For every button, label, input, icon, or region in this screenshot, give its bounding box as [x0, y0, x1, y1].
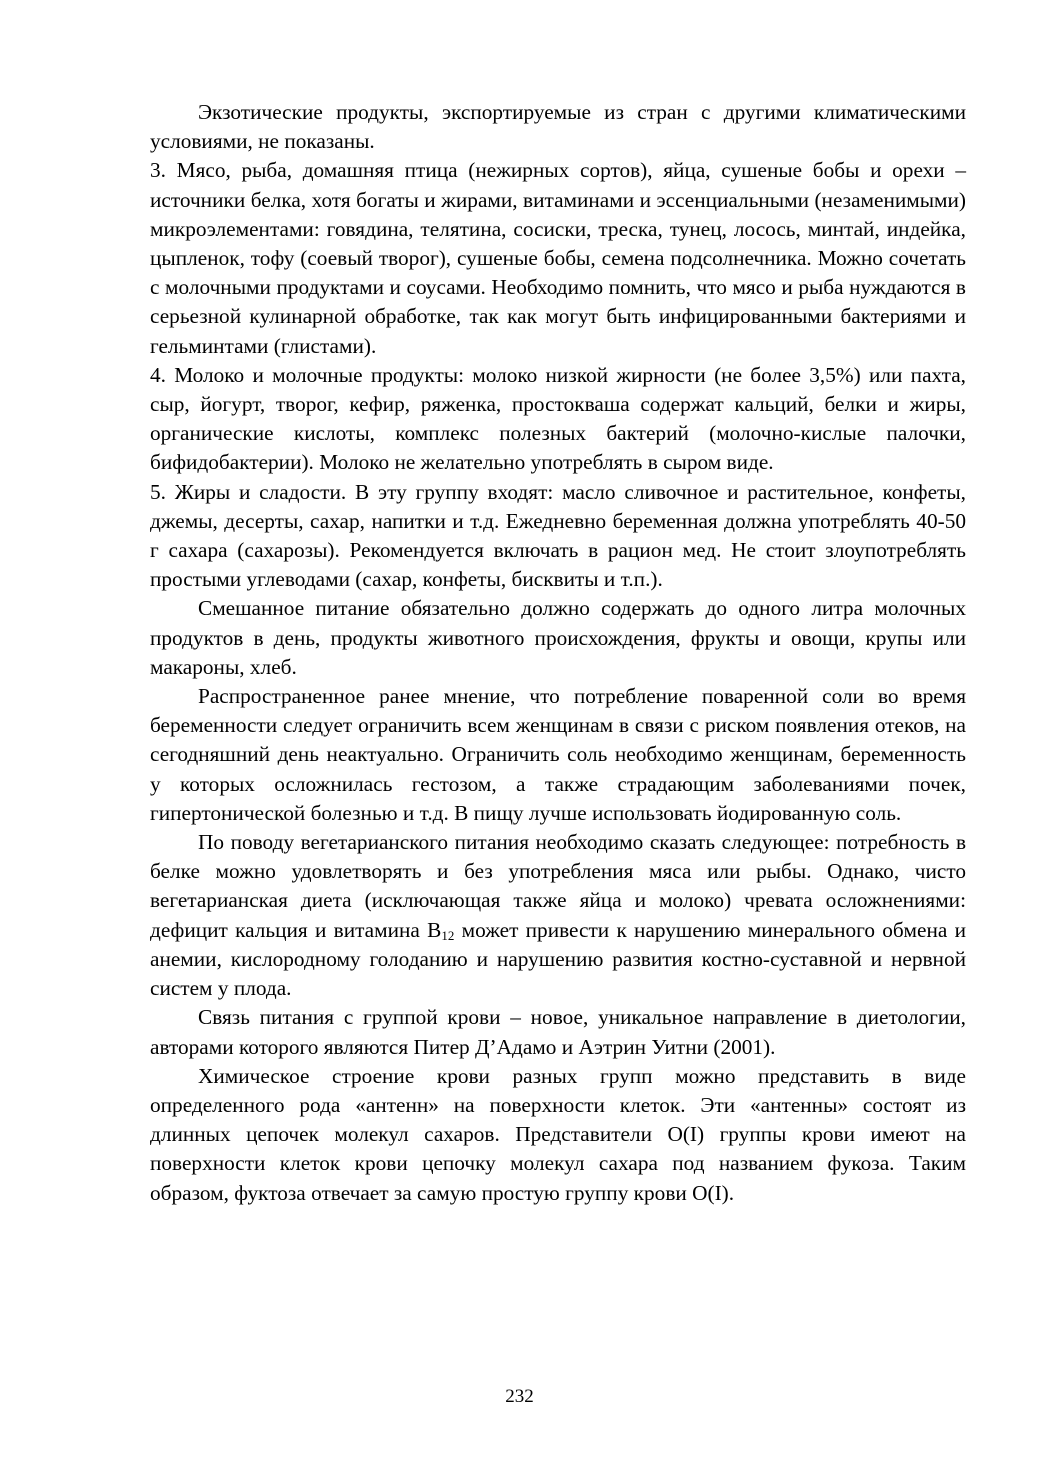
vegetarian-text-end: может привести к нарушению минерального обмена и анемии, кислородному голоданию и нарушению развития костно-суставной и нервной систем у плода.: [150, 917, 966, 1001]
list-item-3-meat-fish: 3. Мясо, рыба, домашняя птица (нежирных сортов), яйца, сушеные бобы и орехи – источники белка, хотя богаты и жирами, витаминами и эссенциальными (незаменимыми) микроэлементами: говядина, телятина, сосиски, треска, тунец, лосось, минтай, индейка, цыпленок, тофу (соевый творог), сушеные бобы, семена подсолнечника. Можно сочетать с молочными продуктами и соусами. Необходимо помнить, что мясо и рыба нуждаются в серьезной кулинарной обработке, так как могут быть инфицированными бактериями и гельминтами (глистами).: [150, 158, 966, 358]
vitamin-b12-subscript: 12: [441, 927, 455, 943]
list-item-4-dairy: 4. Молоко и молочные продукты: молоко низкой жирности (не более 3,5%) или пахта, сыр, йогурт, творог, кефир, ряженка, простокваша содержат кальций, белки и жиры, органические кислоты, комплекс полезных бактерий (молочно-кислые палочки, бифидобактерии). Молоко не желательно употреблять в сыром виде.: [150, 362, 966, 475]
paragraph-salt: Распространенное ранее мнение, что потребление поваренной соли во время беременности следует ограничить всем женщинам в связи с риском появления отеков, на сегодняшний день неактуально. Ограничить соль необходимо женщинам, беременность у которых осложнилась гестозом, а также страдающим заболеваниями почек, гипертонической болезнью и т.д. В пищу лучше использовать йодированную соль.: [150, 684, 966, 825]
paragraph-blood-group-diet: Связь питания с группой крови – новое, уникальное направление в диетологии, авторами которого являются Питер Д’Адамо и Аэтрин Уитни (2001).: [150, 1005, 966, 1059]
paragraph-mixed-diet: Смешанное питание обязательно должно содержать до одного литра молочных продуктов в день, продукты животного происхождения, фрукты и овощи, крупы или макароны, хлеб.: [150, 596, 966, 679]
page-body: [150, 98, 966, 1208]
paragraph-blood-chemistry: Химическое строение крови разных групп можно представить в виде определенного рода «антенн» на поверхности клеток. Эти «антенны» состоят из длинных цепочек молекул сахаров. Представители O(I) группы крови имеют на поверхности клеток крови цепочку молекул сахара под названием фукоза. Таким образом, фуктоза отвечает за самую простую группу крови O(I).: [150, 1063, 966, 1205]
list-item-5-fats-sweets: 5. Жиры и сладости. В эту группу входят: масло сливочное и растительное, конфеты, джемы, десерты, сахар, напитки и т.д. Ежедневно беременная должна употреблять 40-50 г сахара (сахарозы). Рекомендуется включать в рацион мед. Не стоит злоупотреблять простыми углеводами (сахар, конфеты, бисквиты и т.п.).: [150, 479, 966, 592]
paragraph-exotic-products: Экзотические продукты, экспортируемые из стран с другими климатическими условиями, не показаны.: [150, 100, 966, 154]
page-number: 232: [505, 1386, 534, 1407]
vegetarian-text-start: По поводу вегетарианского питания необходимо сказать следующее: потребность в белке можно удовлетворять и без употребления мяса или рыбы. Однако, чисто вегетарианская диета (исключающая также яйца и молоко) чревата осложнениями: дефицит кальция и витамина B: [150, 830, 966, 942]
paragraph-vegetarian: [150, 828, 966, 1003]
